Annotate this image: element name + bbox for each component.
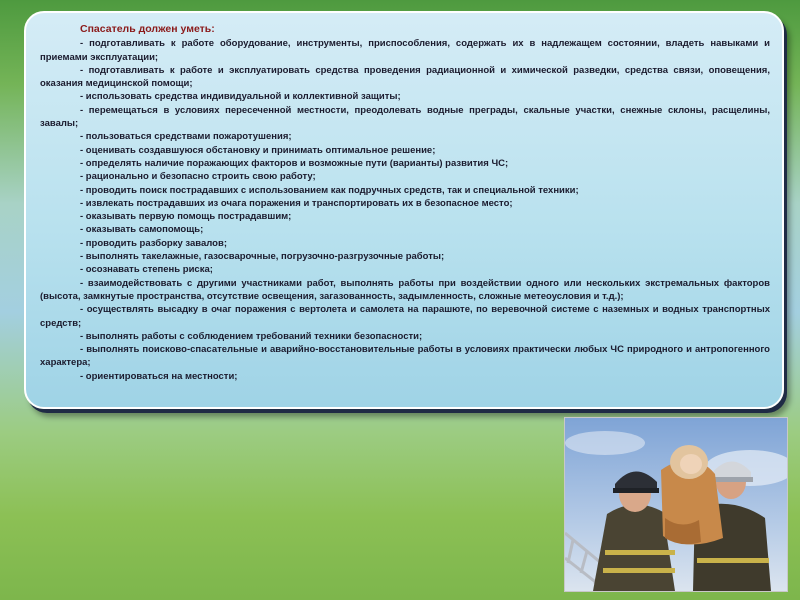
skill-item: - пользоваться средствами пожаротушения; [80,131,292,143]
skill-item: - выполнять работы с соблюдением требований техники безопасности; [80,330,423,342]
skill-item: - выполнять такелажные, газосварочные, погрузочно-разгрузочные работы; [80,251,445,263]
skill-item: - подготавливать к работе и эксплуатировать средства проведения радиационной и химической разведки, средства связи, оповещения, оказания медицинской помощи; [40,64,770,90]
skill-item: - использовать средства индивидуальной и коллективной защиты; [80,91,401,103]
heading: Спасатель должен уметь: [80,23,215,35]
skill-item: - перемещаться в условиях пересеченной местности, преодолевать водные преграды, скальные участки, снежные склоны, расщелины, завалы; [40,104,770,130]
skill-item: - извлекать пострадавших из очага поражения и транспортировать их в безопасное место; [80,197,513,209]
rescuer-photo-illustration [565,418,787,591]
skills-list [40,37,770,383]
skill-item: - оказывать первую помощь пострадавшим; [80,211,292,223]
skill-item: - взаимодействовать с другими участниками работ, выполнять работы при воздействии одного или нескольких экстремальных факторов (высота, замкнутые пространства, отсутствие освещения, загазованность, задымленность, сложные метеоусловия и т.д.); [40,277,770,302]
skill-item: - определять наличие поражающих факторов и возможные пути (варианты) развития ЧС; [80,157,509,169]
skill-item: - проводить поиск пострадавших с использованием как подручных средств, так и специальной техники; [80,184,579,196]
skill-item: - осуществлять высадку в очаг поражения с вертолета и самолета на парашюте, по веревочной системе с наземных и водных транспортных средств; [40,304,770,329]
skill-item: - рационально и безопасно строить свою работу; [80,171,316,183]
skill-item: - выполнять поисково-спасательные и аварийно-восстановительные работы в условиях практически любых ЧС природного и антропогенного характера; [40,344,770,369]
text-card [24,11,784,409]
rescuer-photo [564,417,788,592]
skill-item: - проводить разборку завалов; [80,237,227,249]
text-block [40,23,770,383]
skill-item: - подготавливать к работе оборудование, инструменты, приспособления, содержать их в надлежащем состоянии, владеть навыками и приемами эксплуатации; [40,38,770,63]
skill-item: - ориентироваться на местности; [80,370,238,382]
skill-item: - оказывать самопомощь; [80,224,204,236]
skill-item: - осознавать степень риска; [80,264,213,276]
skill-item: - оценивать создавшуюся обстановку и принимать оптимальное решение; [80,144,436,156]
